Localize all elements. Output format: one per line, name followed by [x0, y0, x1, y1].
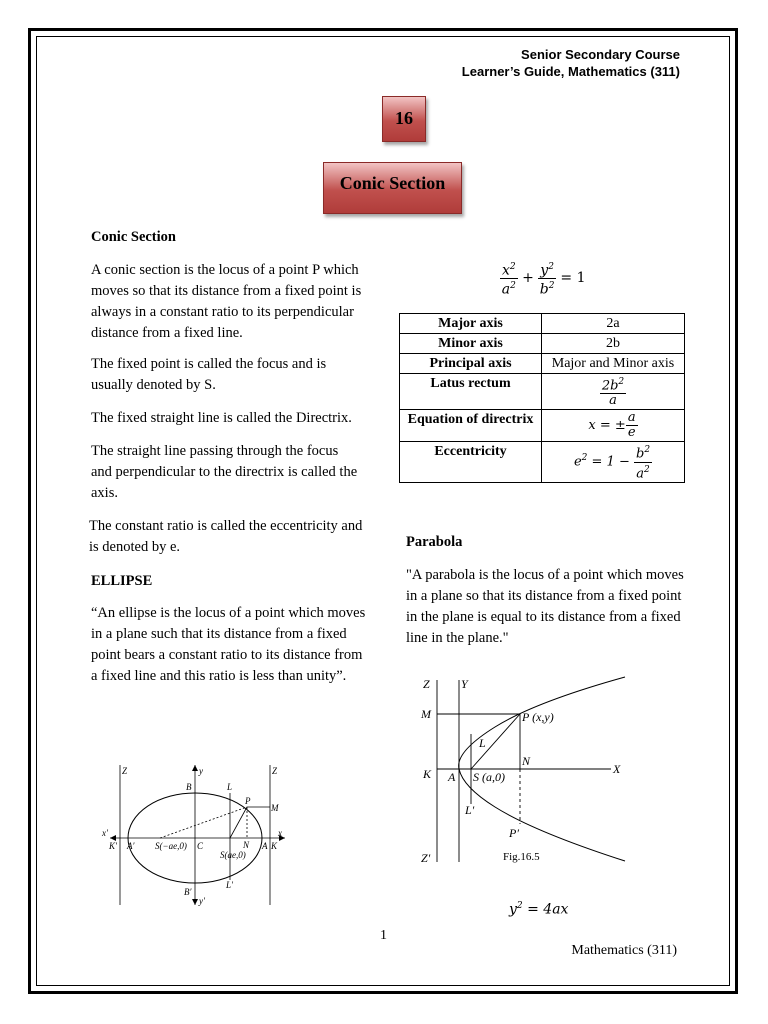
fig-label: S(−ae,0) — [155, 841, 187, 851]
focus-paragraph: The fixed point is called the focus and is usually denoted by S. — [91, 356, 327, 393]
fig-label: Z′ — [421, 851, 431, 865]
fig-label: x — [278, 828, 282, 838]
ellipse-definition: “An ellipse is the locus of a point which moves in a plane such that its distance from a fixed point bears a constant ratio to its distance from a fixed line and this ratio is less than unity”. — [91, 605, 366, 684]
fig-label: L — [227, 782, 233, 792]
table-row — [400, 314, 685, 334]
fig-label: Z — [272, 766, 278, 776]
table-key: Principal axis — [400, 354, 542, 374]
page-number: 1 — [380, 928, 387, 943]
table-row — [400, 334, 685, 354]
ellipse-diagram — [100, 760, 300, 910]
fig-label: x′ — [102, 828, 108, 838]
fig-label: S (a,0) — [473, 770, 505, 784]
table-value: 2a — [542, 314, 685, 334]
fig-label: L′ — [465, 803, 475, 817]
ellipse-properties-table — [399, 313, 685, 483]
parabola-heading: Parabola — [406, 534, 463, 550]
fig-label: P (x,y) — [522, 710, 554, 724]
fig-label: S(ae,0) — [220, 850, 246, 860]
figure-caption: Fig.16.5 — [503, 851, 540, 863]
ellipse-equation: $\frac{x^2}{a^2}$ + $\frac{y^2}{b^2}$ = 1 — [501, 262, 586, 298]
table-row — [400, 410, 685, 442]
table-row — [400, 442, 685, 483]
fig-label: A′ — [127, 841, 135, 851]
table-key: Latus rectum — [400, 374, 542, 410]
latus-rectum-value: $\frac{2b^2}{a}$ — [542, 374, 685, 410]
header — [462, 46, 680, 80]
fig-label: y — [199, 766, 203, 776]
axis-paragraph: The straight line passing through the focus and perpendicular to the directrix is called the axis. — [91, 443, 358, 501]
fig-label: Y — [461, 677, 468, 691]
guide-title: Learner’s Guide, Mathematics (311) — [461, 64, 680, 79]
ellipse-heading: ELLIPSE — [91, 573, 153, 589]
fig-label: X — [613, 762, 621, 776]
fig-label: Z — [122, 766, 128, 776]
fig-label: L′ — [226, 880, 233, 890]
table-key: Equation of directrix — [400, 410, 542, 442]
fig-label: P — [245, 796, 251, 806]
section-heading: Conic Section — [91, 229, 176, 245]
eccentricity-paragraph: The constant ratio is called the eccentricity and is denoted by e. — [89, 518, 363, 555]
directrix-value: x = ± $\frac{a}{e}$ — [542, 410, 685, 442]
definition-paragraph: A conic section is the locus of a point P which moves so that its distance from a fixed point is always in a constant ratio to its perpendicular distance from a fixed line. — [91, 262, 362, 341]
fig-label: y′ — [199, 896, 205, 906]
fig-label: M — [271, 803, 279, 813]
parabola-equation: $y^2 = 4ax$ — [509, 901, 569, 918]
fig-label: P′ — [509, 826, 519, 840]
fig-label: B′ — [184, 887, 192, 897]
course-name: Senior Secondary Course — [521, 47, 680, 62]
table-value: 2b — [542, 334, 685, 354]
fig-label: K′ — [109, 841, 117, 851]
table-key: Minor axis — [400, 334, 542, 354]
table-row — [400, 354, 685, 374]
fig-label: C — [197, 841, 204, 851]
parabola-definition: "A parabola is the locus of a point which moves in a plane so that its distance from a fixed point in the plane is equal to its distance from a fixed line in the plane." — [406, 567, 684, 646]
fig-label: Z — [423, 677, 430, 691]
eccentricity-value: $e^2 = 1$ − $\frac{b^2}{a^2}$ — [542, 442, 685, 483]
fig-label: A — [448, 770, 456, 784]
table-row — [400, 374, 685, 410]
table-key: Major axis — [400, 314, 542, 334]
directrix-paragraph: The fixed straight line is called the Directrix. — [91, 410, 352, 426]
fig-label: N — [243, 840, 250, 850]
fig-label: K — [271, 841, 278, 851]
parabola-diagram — [415, 672, 635, 868]
table-key: Eccentricity — [400, 442, 542, 483]
chapter-number: 16 — [382, 96, 426, 142]
table-value: Major and Minor axis — [542, 354, 685, 374]
fig-label: K — [423, 767, 432, 781]
fig-label: B — [186, 782, 192, 792]
footer-label: Mathematics (311) — [571, 943, 677, 958]
fig-label: L — [479, 736, 486, 750]
fig-label: A — [262, 841, 268, 851]
fig-label: N — [522, 754, 531, 768]
chapter-title: Conic Section — [323, 162, 462, 214]
fig-label: M — [421, 707, 431, 721]
